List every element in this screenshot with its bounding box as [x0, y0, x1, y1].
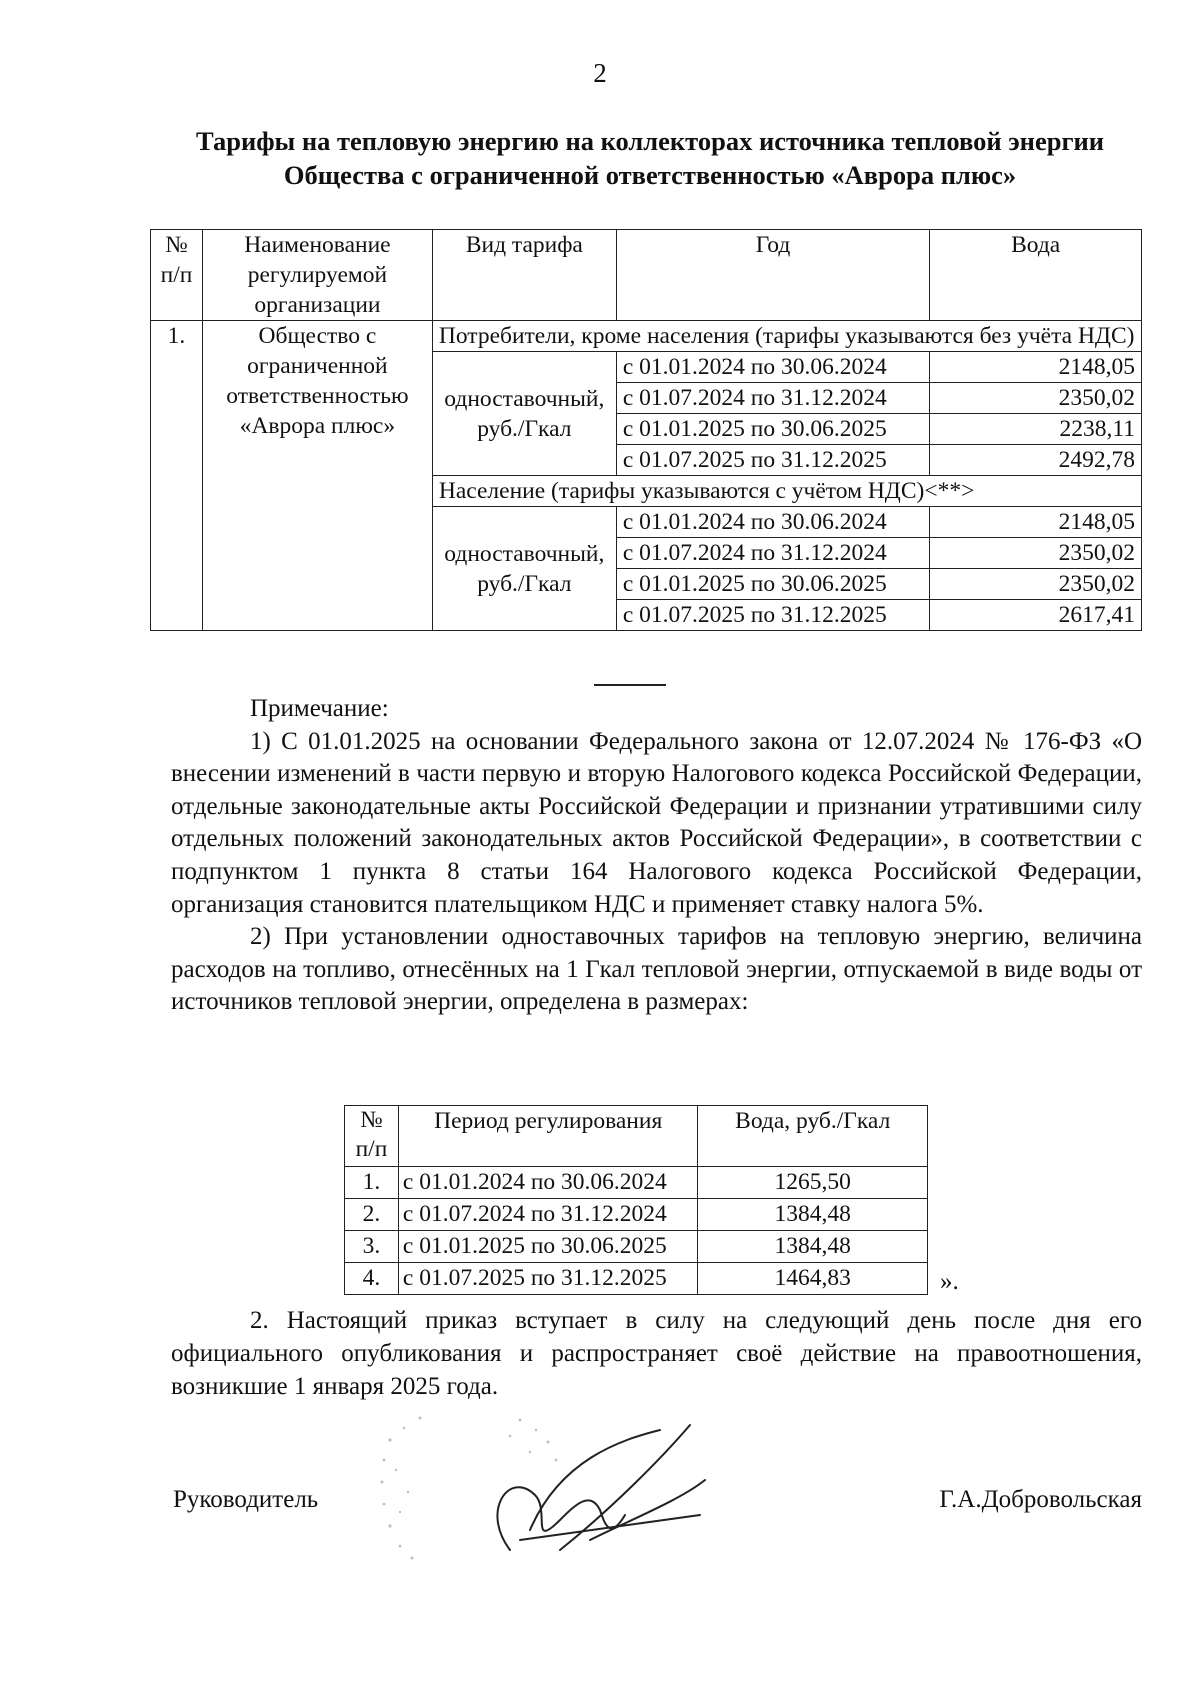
- fuel-row-value: 1384,48: [698, 1231, 928, 1263]
- row-number: 1.: [151, 321, 203, 631]
- header-kind: Вид тарифа: [432, 230, 616, 321]
- period-cell: с 01.07.2024 по 31.12.2024: [616, 538, 929, 569]
- signature-stamp-image: [360, 1400, 780, 1590]
- fuel-row-period: с 01.07.2024 по 31.12.2024: [398, 1199, 698, 1231]
- document-title: Тарифы на тепловую энергию на коллекторах источника тепловой энергии Общества с ограниченной ответственностью «Аврора плюс»: [195, 126, 1105, 190]
- fuel-row-period: с 01.07.2025 по 31.12.2025: [398, 1263, 698, 1295]
- period-cell: с 01.01.2025 по 30.06.2025: [616, 414, 929, 445]
- value-cell: 2350,02: [930, 538, 1142, 569]
- tariff-kind: одноставочный, руб./Гкал: [432, 507, 616, 631]
- value-cell: 2148,05: [930, 352, 1142, 383]
- fuel-cost-table: [344, 1105, 928, 1295]
- value-cell: 2350,02: [930, 569, 1142, 600]
- table-row: [345, 1263, 928, 1295]
- value-cell: 2492,78: [930, 445, 1142, 476]
- page-number: 2: [593, 58, 607, 88]
- period-cell: с 01.07.2025 по 31.12.2025: [616, 600, 929, 631]
- tariff-kind: одноставочный, руб./Гкал: [432, 352, 616, 476]
- fuel-row-period: с 01.01.2024 по 30.06.2024: [398, 1167, 698, 1199]
- group-title: Население (тарифы указываются с учётом НДС)<**>: [432, 476, 1141, 507]
- fuel-row-value: 1464,83: [698, 1263, 928, 1295]
- table-row: [345, 1231, 928, 1263]
- tariff-table-header: [151, 230, 1142, 321]
- fuel-row-num: 3.: [345, 1231, 399, 1263]
- period-cell: с 01.01.2024 по 30.06.2024: [616, 352, 929, 383]
- organization-name: Общество с ограниченной ответственностью «Аврора плюс»: [202, 321, 432, 631]
- fuel-row-value: 1265,50: [698, 1167, 928, 1199]
- fuel-row-num: 1.: [345, 1167, 399, 1199]
- period-cell: с 01.01.2025 по 30.06.2025: [616, 569, 929, 600]
- value-cell: 2148,05: [930, 507, 1142, 538]
- fuel-row-num: 4.: [345, 1263, 399, 1295]
- separator-line: [594, 684, 666, 686]
- table-row: [345, 1167, 928, 1199]
- table-row: [345, 1199, 928, 1231]
- notes-section: [171, 693, 1142, 1019]
- signature-strokes: [497, 1425, 705, 1550]
- fuel-table-header: [345, 1106, 928, 1167]
- group-title: Потребители, кроме населения (тарифы указываются без учёта НДС): [432, 321, 1141, 352]
- header-year: Год: [616, 230, 929, 321]
- header-num: № п/п: [151, 230, 203, 321]
- period-cell: с 01.01.2024 по 30.06.2024: [616, 507, 929, 538]
- fuel-header-num: № п/п: [345, 1106, 399, 1167]
- fuel-header-period: Период регулирования: [398, 1106, 698, 1167]
- fuel-row-num: 2.: [345, 1199, 399, 1231]
- value-cell: 2350,02: [930, 383, 1142, 414]
- period-cell: с 01.07.2025 по 31.12.2025: [616, 445, 929, 476]
- notes-label: Примечание:: [250, 695, 389, 722]
- fuel-header-water: Вода, руб./Гкал: [698, 1106, 928, 1167]
- header-water: Вода: [930, 230, 1142, 321]
- value-cell: 2617,41: [930, 600, 1142, 631]
- tariff-table: [150, 229, 1142, 631]
- value-cell: 2238,11: [930, 414, 1142, 445]
- fuel-row-period: с 01.01.2025 по 30.06.2025: [398, 1231, 698, 1263]
- signatory-role: Руководитель: [173, 1486, 319, 1513]
- period-cell: с 01.07.2024 по 31.12.2024: [616, 383, 929, 414]
- note-1: 1) С 01.01.2025 на основании Федерального закона от 12.07.2024 № 176-ФЗ «О внесении изменений в части первую и вторую Налогового кодекса Российской Федерации, отдельные законодательные акты Российской Федерации и признании утратившими силу отдельных положений законодательных актов Российской Федерации», в соответствии с подпунктом 1 пункта 8 статьи 164 Налогового кодекса Российской Федерации, организация становится плательщиком НДС и применяет ставку налога 5%.: [171, 727, 1142, 918]
- signatory-name: Г.А.Добровольская: [939, 1486, 1142, 1513]
- header-org: Наименование регулируемой организации: [202, 230, 432, 321]
- fuel-row-value: 1384,48: [698, 1199, 928, 1231]
- paragraph-2-text: 2. Настоящий приказ вступает в силу на следующий день после дня его официального опубликования и распространяет своё действие на правоотношения, возникшие 1 января 2025 года.: [171, 1307, 1142, 1400]
- closing-quote-mark: ».: [940, 1268, 959, 1295]
- table-row: [151, 321, 1142, 352]
- note-2: 2) При установлении одноставочных тарифов на тепловую энергию, величина расходов на топливо, отнесённых на 1 Гкал тепловой энергии, отпускаемой в виде воды от источников тепловой энергии, определена в размерах:: [171, 923, 1142, 1016]
- paragraph-2: [171, 1304, 1142, 1403]
